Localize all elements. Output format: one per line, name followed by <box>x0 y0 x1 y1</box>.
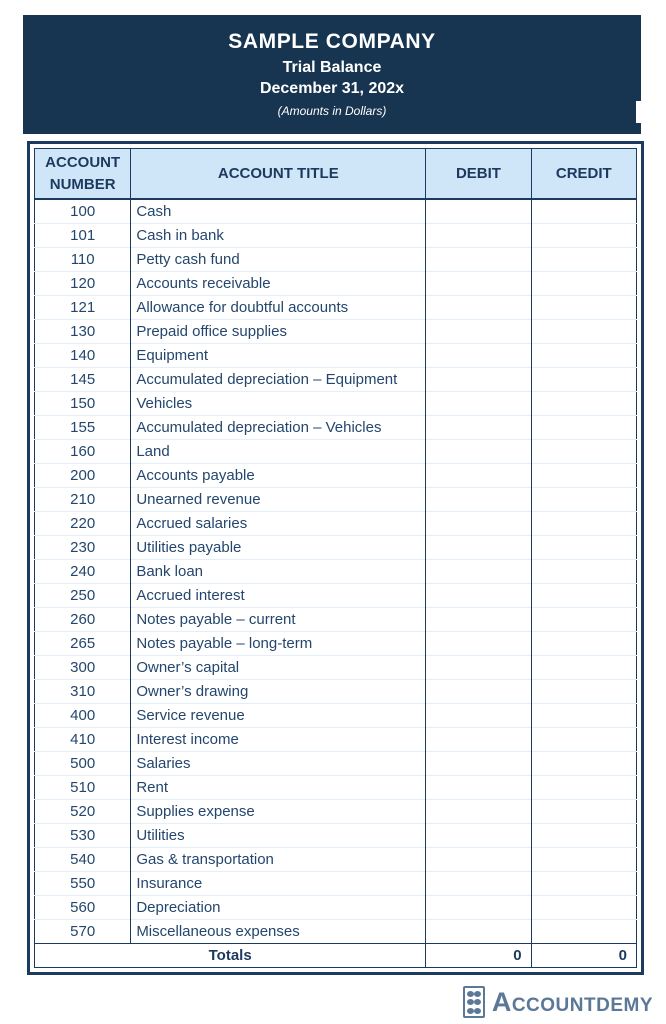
abacus-beads-row <box>467 991 481 997</box>
table-row <box>35 536 637 560</box>
account-title-cell: Utilities payable <box>131 536 426 560</box>
table-row <box>35 512 637 536</box>
table-row <box>35 848 637 872</box>
table-row <box>35 320 637 344</box>
credit-cell <box>531 368 636 392</box>
table-row <box>35 560 637 584</box>
table-row <box>35 199 637 224</box>
credit-cell <box>531 824 636 848</box>
debit-cell <box>426 440 531 464</box>
table-row <box>35 584 637 608</box>
credit-cell <box>531 704 636 728</box>
abacus-icon <box>463 986 485 1018</box>
amounts-note: (Amounts in Dollars) <box>277 104 387 118</box>
credit-cell <box>531 800 636 824</box>
table-row <box>35 296 637 320</box>
credit-cell <box>531 896 636 920</box>
account-number-cell: 240 <box>35 560 131 584</box>
table-row <box>35 656 637 680</box>
account-title-cell: Utilities <box>131 824 426 848</box>
account-title-cell: Notes payable – current <box>131 608 426 632</box>
account-title-cell: Bank loan <box>131 560 426 584</box>
account-number-cell: 510 <box>35 776 131 800</box>
account-number-cell: 220 <box>35 512 131 536</box>
credit-cell <box>531 752 636 776</box>
account-number-cell: 100 <box>35 199 131 224</box>
account-number-cell: 560 <box>35 896 131 920</box>
credit-cell <box>531 248 636 272</box>
table-row <box>35 632 637 656</box>
debit-cell <box>426 536 531 560</box>
table-row <box>35 344 637 368</box>
account-title-cell: Insurance <box>131 872 426 896</box>
account-number-cell: 540 <box>35 848 131 872</box>
account-title-cell: Equipment <box>131 344 426 368</box>
account-title-cell: Allowance for doubtful accounts <box>131 296 426 320</box>
col-header-account-number <box>35 149 131 200</box>
debit-cell <box>426 632 531 656</box>
col-header-debit: DEBIT <box>426 149 531 200</box>
brand-wordmark: ACCOUNTDEMY <box>491 986 653 1017</box>
table-row <box>35 440 637 464</box>
brand-footer <box>463 986 653 1018</box>
credit-cell <box>531 320 636 344</box>
credit-cell <box>531 440 636 464</box>
account-number-cell: 265 <box>35 632 131 656</box>
debit-cell <box>426 512 531 536</box>
table-row <box>35 704 637 728</box>
account-number-cell: 310 <box>35 680 131 704</box>
debit-cell <box>426 800 531 824</box>
debit-cell <box>426 608 531 632</box>
debit-cell <box>426 584 531 608</box>
account-title-cell: Cash <box>131 199 426 224</box>
account-number-cell: 570 <box>35 920 131 944</box>
account-number-cell: 145 <box>35 368 131 392</box>
account-title-cell: Prepaid office supplies <box>131 320 426 344</box>
debit-cell <box>426 704 531 728</box>
col-header-account-number-line2: NUMBER <box>49 175 116 193</box>
abacus-beads-row <box>467 1008 481 1014</box>
account-number-cell: 300 <box>35 656 131 680</box>
trial-balance-table-frame <box>27 141 644 975</box>
account-title-cell: Salaries <box>131 752 426 776</box>
credit-cell <box>531 680 636 704</box>
totals-label: Totals <box>35 944 426 968</box>
debit-cell <box>426 296 531 320</box>
table-row <box>35 680 637 704</box>
report-header <box>23 15 641 134</box>
account-number-cell: 160 <box>35 440 131 464</box>
debit-cell <box>426 752 531 776</box>
account-title-cell: Gas & transportation <box>131 848 426 872</box>
account-title-cell: Accounts receivable <box>131 272 426 296</box>
account-number-cell: 110 <box>35 248 131 272</box>
account-title-cell: Cash in bank <box>131 224 426 248</box>
account-title-cell: Supplies expense <box>131 800 426 824</box>
account-title-cell: Rent <box>131 776 426 800</box>
debit-cell <box>426 680 531 704</box>
account-title-cell: Depreciation <box>131 896 426 920</box>
debit-cell <box>426 248 531 272</box>
credit-cell <box>531 199 636 224</box>
account-title-cell: Accounts payable <box>131 464 426 488</box>
credit-cell <box>531 224 636 248</box>
debit-cell <box>426 872 531 896</box>
table-row <box>35 776 637 800</box>
account-title-cell: Accrued interest <box>131 584 426 608</box>
account-number-cell: 101 <box>35 224 131 248</box>
credit-cell <box>531 344 636 368</box>
debit-cell <box>426 320 531 344</box>
account-number-cell: 200 <box>35 464 131 488</box>
debit-cell <box>426 728 531 752</box>
account-title-cell: Owner’s capital <box>131 656 426 680</box>
account-number-cell: 150 <box>35 392 131 416</box>
table-row <box>35 872 637 896</box>
table-row <box>35 800 637 824</box>
account-title-cell: Service revenue <box>131 704 426 728</box>
abacus-beads-row <box>467 999 481 1005</box>
credit-cell <box>531 656 636 680</box>
credit-cell <box>531 464 636 488</box>
debit-cell <box>426 199 531 224</box>
totals-row <box>35 944 637 968</box>
credit-cell <box>531 728 636 752</box>
credit-cell <box>531 488 636 512</box>
credit-cell <box>531 584 636 608</box>
credit-cell <box>531 560 636 584</box>
debit-cell <box>426 488 531 512</box>
account-number-cell: 520 <box>35 800 131 824</box>
debit-cell <box>426 464 531 488</box>
account-title-cell: Accrued salaries <box>131 512 426 536</box>
account-number-cell: 130 <box>35 320 131 344</box>
account-title-cell: Vehicles <box>131 392 426 416</box>
account-title-cell: Accumulated depreciation – Vehicles <box>131 416 426 440</box>
table-row <box>35 824 637 848</box>
debit-cell <box>426 368 531 392</box>
account-number-cell: 230 <box>35 536 131 560</box>
table-row <box>35 728 637 752</box>
table-row <box>35 896 637 920</box>
col-header-account-title: ACCOUNT TITLE <box>131 149 426 200</box>
report-date: December 31, 202x <box>259 80 405 97</box>
credit-cell <box>531 272 636 296</box>
col-header-account-number-line1: ACCOUNT <box>45 153 121 171</box>
report-title: Trial Balance <box>282 59 382 76</box>
totals-credit: 0 <box>531 944 636 968</box>
debit-cell <box>426 896 531 920</box>
credit-cell <box>531 920 636 944</box>
debit-cell <box>426 848 531 872</box>
account-number-cell: 530 <box>35 824 131 848</box>
account-number-cell: 400 <box>35 704 131 728</box>
debit-cell <box>426 920 531 944</box>
debit-cell <box>426 344 531 368</box>
table-row <box>35 248 637 272</box>
credit-cell <box>531 872 636 896</box>
account-title-cell: Miscellaneous expenses <box>131 920 426 944</box>
account-title-cell: Notes payable – long-term <box>131 632 426 656</box>
debit-cell <box>426 392 531 416</box>
credit-cell <box>531 608 636 632</box>
header-notch <box>636 101 643 123</box>
debit-cell <box>426 776 531 800</box>
table-row <box>35 368 637 392</box>
table-body <box>35 199 637 944</box>
account-number-cell: 250 <box>35 584 131 608</box>
totals-debit: 0 <box>426 944 531 968</box>
debit-cell <box>426 416 531 440</box>
account-number-cell: 121 <box>35 296 131 320</box>
account-number-cell: 410 <box>35 728 131 752</box>
table-row <box>35 608 637 632</box>
debit-cell <box>426 272 531 296</box>
account-number-cell: 210 <box>35 488 131 512</box>
table-row <box>35 464 637 488</box>
account-title-cell: Accumulated depreciation – Equipment <box>131 368 426 392</box>
credit-cell <box>531 296 636 320</box>
company-name: SAMPLE COMPANY <box>228 30 436 53</box>
credit-cell <box>531 776 636 800</box>
credit-cell <box>531 536 636 560</box>
table-row <box>35 488 637 512</box>
table-header <box>35 149 637 200</box>
debit-cell <box>426 824 531 848</box>
trial-balance-table <box>34 148 637 968</box>
account-title-cell: Owner’s drawing <box>131 680 426 704</box>
account-number-cell: 140 <box>35 344 131 368</box>
account-title-cell: Land <box>131 440 426 464</box>
credit-cell <box>531 392 636 416</box>
account-number-cell: 155 <box>35 416 131 440</box>
table-row <box>35 272 637 296</box>
debit-cell <box>426 224 531 248</box>
account-title-cell: Petty cash fund <box>131 248 426 272</box>
table-row <box>35 920 637 944</box>
account-number-cell: 120 <box>35 272 131 296</box>
account-title-cell: Unearned revenue <box>131 488 426 512</box>
col-header-credit: CREDIT <box>531 149 636 200</box>
table-row <box>35 224 637 248</box>
debit-cell <box>426 560 531 584</box>
account-number-cell: 550 <box>35 872 131 896</box>
table-row <box>35 392 637 416</box>
account-number-cell: 500 <box>35 752 131 776</box>
credit-cell <box>531 848 636 872</box>
account-number-cell: 260 <box>35 608 131 632</box>
table-row <box>35 416 637 440</box>
account-title-cell: Interest income <box>131 728 426 752</box>
credit-cell <box>531 632 636 656</box>
debit-cell <box>426 656 531 680</box>
credit-cell <box>531 512 636 536</box>
credit-cell <box>531 416 636 440</box>
table-row <box>35 752 637 776</box>
